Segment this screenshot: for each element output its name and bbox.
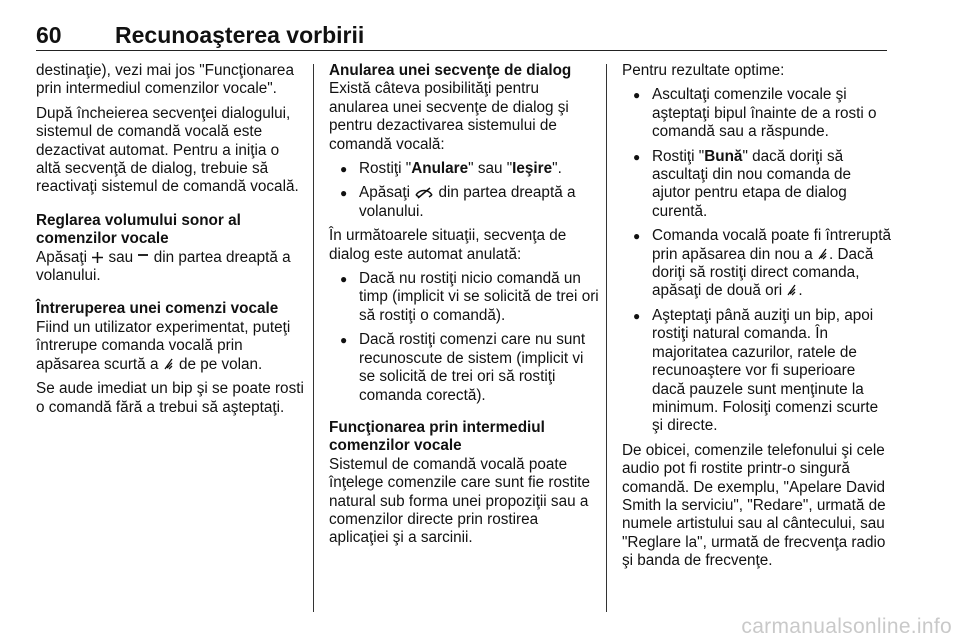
- list-item: ● Dacă rostiţi comenzi care nu sunt recunoscute de sistem (implicit vi se solicită de trei ori să rostiţi comanda corectă).: [329, 331, 601, 405]
- paragraph-continuation: destinaţie), vezi mai jos "Funcţionarea prin intermediul comenzilor vocale".: [36, 62, 294, 98]
- tips-list: [622, 86, 892, 435]
- paragraph-dialog-end: După încheierea secvenţei dialogului, sistemul de comandă vocală este dezactivat automat. Pentru a iniţia o altă secvenţă de dialog, trebuie să reactivaţi sistemul de comandă vocală.: [36, 104, 299, 196]
- list-item: ● Comanda vocală poate fi întreruptă prin apăsarea din nou a . Dacă doriţi să rostiţi direct comanda, apăsaţi de două ori .: [622, 227, 892, 301]
- end-call-icon: [414, 187, 434, 199]
- column-2: [329, 62, 601, 554]
- heading-voice-operation: Funcţionarea prin intermediul comenzilor vocale: [329, 418, 545, 455]
- minus-icon: [137, 251, 149, 264]
- list-item: ● Aşteptaţi până auziţi un bip, apoi rostiţi natural comanda. În majoritatea cazurilor, ratele de recunoaştere vor fi superioare dacă pauzele sunt menţinute la minimum. Folosiţi comenzi scurte şi directe.: [622, 307, 892, 436]
- list-item: ● Dacă nu rostiţi nicio comandă un timp (implicit vi se solicită de trei ori să rostiţi o comandă).: [329, 270, 601, 325]
- paragraph-intro: Pentru rezultate optime:: [622, 62, 785, 79]
- paragraph-situations: În următoarele situaţii, secvenţa de dialog este automat anulată:: [329, 227, 567, 263]
- cancel-list: [329, 160, 601, 221]
- paragraph-voice-operation: Sistemul de comandă vocală poate înţelege comenzile care sunt fie rostite natural sub forma unei propoziţii sau a comenzilor directe prin rostirea aplicaţiei şi a sarcinii.: [329, 455, 591, 547]
- heading-interrupt: Întreruperea unei comenzi vocale: [36, 300, 279, 318]
- list-item: ● Rostiţi "Bună" dacă doriţi să ascultaţi din nou comanda de ajutor pentru etapa de dialog curentă.: [622, 148, 892, 222]
- paragraph-phone-commands: De obicei, comenzile telefonului şi cele audio pot fi rostite printr-o singură comandă. De exemplu, "Apelare David Smith la serviciu", "Redare", urmată de numele artistului sau al cântecului, sau "Reglare la", urmată de frecvenţa radio şi banda de frecvenţe.: [622, 441, 886, 570]
- column-divider-1: [313, 64, 314, 612]
- voice-icon: [163, 357, 175, 371]
- paragraph-volume: Apăsaţi sau din partea dreaptă a volanului.: [36, 248, 291, 285]
- list-item: ● Ascultaţi comenzile vocale şi aşteptaţi bipul înainte de a rosti o comandă sau a răspunde.: [622, 86, 892, 141]
- paragraph-cancel: Există câteva posibilităţi pentru anularea unei secvenţe de dialog şi pentru dezactivarea sistemului de comandă vocală:: [329, 80, 569, 153]
- voice-icon: [786, 283, 798, 297]
- heading-cancel: Anularea unei secvenţe de dialog: [329, 62, 572, 79]
- paragraph-beep: Se aude imediat un bip şi se poate rosti o comandă fără a trebui să aşteptaţi.: [36, 380, 304, 416]
- column-3: [622, 62, 892, 577]
- voice-icon: [817, 247, 829, 261]
- page-header: [0, 0, 960, 54]
- plus-icon: [91, 251, 104, 264]
- list-item: ● Apăsaţi din partea dreaptă a volanului.: [329, 184, 601, 221]
- paragraph-interrupt: Fiind un utilizator experimentat, puteţi întrerupe comanda vocală prin apăsarea scurtă a de pe volan.: [36, 318, 291, 373]
- header-divider: [36, 50, 887, 51]
- column-1: [36, 62, 306, 423]
- page-number: 60: [36, 22, 62, 48]
- page-title: Recunoaşterea vorbirii: [115, 22, 365, 48]
- watermark: carmanualsonline.info: [741, 615, 952, 638]
- column-divider-2: [606, 64, 607, 612]
- list-item: ● Rostiţi "Anulare" sau "Ieşire".: [329, 160, 601, 178]
- auto-cancel-list: [329, 270, 601, 405]
- heading-volume: Reglarea volumului sonor al comenzilor vocale: [36, 211, 241, 248]
